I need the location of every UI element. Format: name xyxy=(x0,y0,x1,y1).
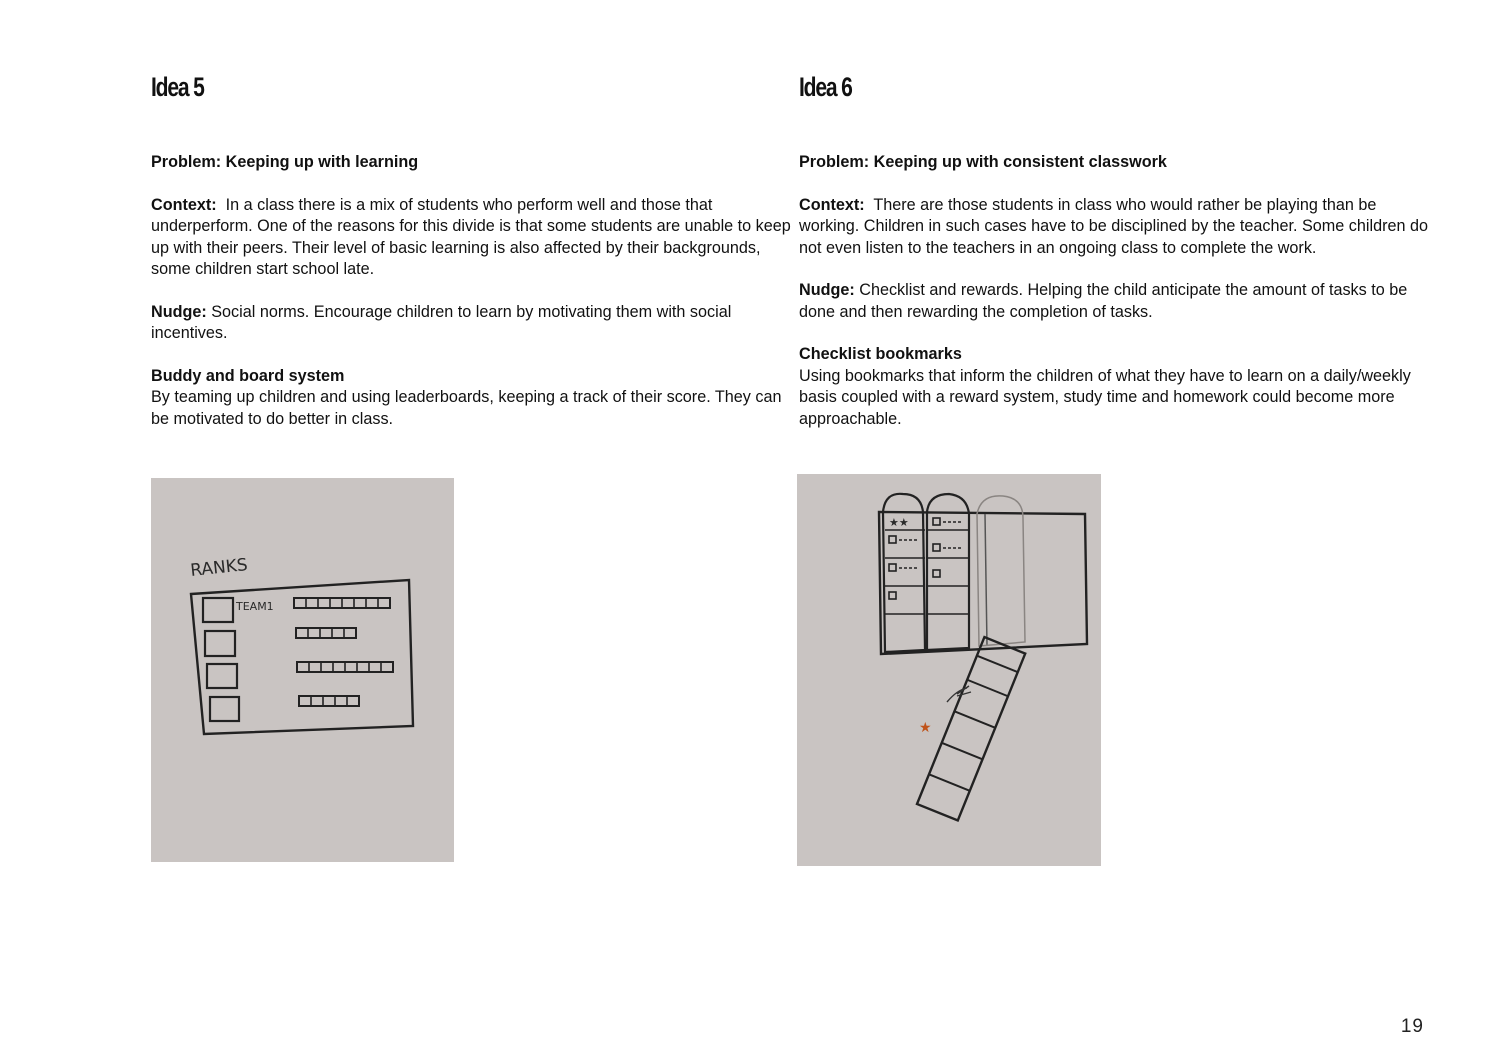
idea-5-nudge-label: Nudge: xyxy=(151,302,207,321)
idea-5-title: Idea 5 xyxy=(151,72,204,102)
idea-5-solution-text: By teaming up children and using leaderboards, keeping a track of their score. They can be motivated to do better in class. xyxy=(151,388,782,428)
bookmark-sketch xyxy=(797,474,1101,866)
bookmark-drawing xyxy=(797,474,1101,866)
idea-5-context xyxy=(151,195,791,281)
idea-6-title: Idea 6 xyxy=(799,72,852,102)
book-outline xyxy=(879,512,1087,654)
idea-6-nudge-text: Checklist and rewards. Helping the child anticipate the amount of tasks to be done and then rewarding the completion of tasks. xyxy=(799,281,1408,321)
idea-5-problem: Problem: Keeping up with learning xyxy=(151,153,419,171)
rank-box-3 xyxy=(207,664,237,688)
rank-box-4 xyxy=(210,697,239,721)
idea-5-context-label: Context: xyxy=(151,195,217,214)
loose-bookmark xyxy=(917,637,1025,820)
idea-6-problem: Problem: Keeping up with consistent classwork xyxy=(799,153,1167,171)
score-bar-4 xyxy=(299,696,359,706)
rank-box-2 xyxy=(205,631,235,656)
star-icon: ★★ xyxy=(889,516,909,529)
idea-6-solution-title: Checklist bookmarks xyxy=(799,345,962,363)
idea-6-context-text: There are those students in class who would rather be playing than be working. Children in such cases have to be disciplined by the teacher. Some children do not even listen to the teachers in an ongoing class to complete the work. xyxy=(799,195,1428,257)
idea-5-solution xyxy=(151,366,791,431)
idea-5-text xyxy=(151,152,791,451)
idea-5-context-text: In a class there is a mix of students who perform well and those that underperform. One of the reasons for this divide is that some students are unable to keep up with their peers. Their level of basic learning is also affected by their backgrounds, some children start school late. xyxy=(151,195,791,278)
leaderboard-sketch xyxy=(151,478,454,862)
sketch-ranks-label: RANKS xyxy=(189,555,249,581)
idea-6-text xyxy=(799,152,1439,451)
sketch-team-label: TEAM1 xyxy=(236,600,274,613)
idea-6-context-label: Context: xyxy=(799,195,865,214)
book-spine xyxy=(985,514,987,646)
idea-5-nudge-text: Social norms. Encourage children to learn by motivating them with social incentives. xyxy=(151,302,732,342)
idea-5-nudge xyxy=(151,302,791,345)
leaderboard-drawing xyxy=(151,478,454,862)
score-bar-2 xyxy=(296,628,356,638)
idea-6-solution-text: Using bookmarks that inform the children of what they have to learn on a daily/weekly basis coupled with a reward system, study time and homework could become more approachable. xyxy=(799,366,1411,428)
rank-box-1 xyxy=(203,598,233,622)
idea-6-context xyxy=(799,195,1439,260)
idea-5-solution-title: Buddy and board system xyxy=(151,366,345,385)
idea-6-solution xyxy=(799,344,1439,430)
idea-6-nudge-label: Nudge: xyxy=(799,281,855,299)
bookmark-3 xyxy=(977,496,1025,646)
score-bars xyxy=(294,598,393,706)
idea-6-nudge xyxy=(799,280,1439,323)
page-number: 19 xyxy=(1400,1016,1424,1037)
reward-star-icon: ★ xyxy=(919,720,932,736)
